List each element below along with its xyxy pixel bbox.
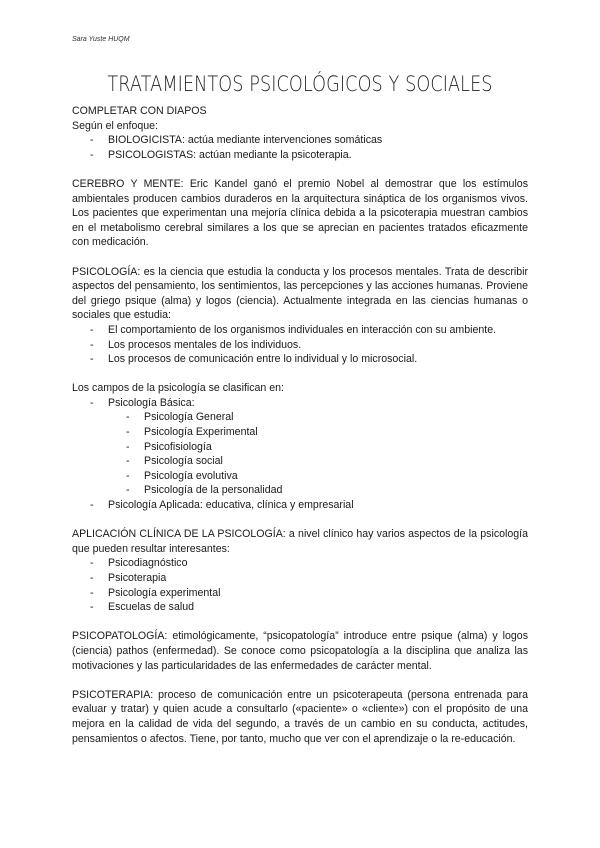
document-body bbox=[72, 104, 528, 746]
enfoque-list bbox=[72, 133, 528, 162]
sublist-item: - Psicología General bbox=[72, 410, 528, 425]
campos-list-2 bbox=[72, 498, 528, 513]
list-item: - Escuelas de salud bbox=[72, 600, 528, 615]
list-item: - Psicología Básica: bbox=[72, 396, 528, 411]
aplicacion-paragraph: APLICACIÓN CLÍNICA DE LA PSICOLOGÍA: a nivel clínico hay varios aspectos de la psicología que pueden resultar interesantes: bbox=[72, 528, 528, 555]
list-item: - BIOLOGICISTA: actúa mediante intervenciones somáticas bbox=[72, 133, 528, 148]
sublist-item: - Psicología social bbox=[72, 454, 528, 469]
psicopatologia-paragraph: PSICOPATOLOGÍA: etimológicamente, “psicopatología” introduce entre psique (alma) y logos (ciencia) pathos (enfermedad). Se conoce como psicopatología a la disciplina que analiza las motivaciones y las particularidades de las enfermedades de carácter mental. bbox=[72, 630, 528, 672]
list-item: - Psicodiagnóstico bbox=[72, 556, 528, 571]
list-item: - Psicología Aplicada: educativa, clínica y empresarial bbox=[72, 498, 528, 513]
psicologia-list bbox=[72, 323, 528, 367]
cerebro-paragraph: CEREBRO Y MENTE: Eric Kandel ganó el premio Nobel al demostrar que los estímulos ambientales producen cambios duraderos en la arquitectura sináptica de los organismos vivos. Los pacientes que experimentan una mejoría clínica debida a la psicoterapia muestran cambios en el metabolismo cerebral similares a los que se aprecian en pacientes tratados eficazmente con medicación. bbox=[72, 177, 528, 249]
list-item: - Los procesos de comunicación entre lo individual y lo microsocial. bbox=[72, 352, 528, 367]
list-item: - Psicología experimental bbox=[72, 586, 528, 601]
intro-line-2: Según el enfoque: bbox=[72, 119, 159, 132]
list-item: - Psicoterapia bbox=[72, 571, 528, 586]
sublist-item: - Psicología de la personalidad bbox=[72, 483, 528, 498]
psicoterapia-paragraph: PSICOTERAPIA: proceso de comunicación entre un psicoterapeuta (persona entrenada para evaluar y tratar) y quien acude a consultarlo («paciente» o «cliente») con el propósito de una mejora en la calidad de vida del segundo, a través de un cambio en su conducta, actitudes, pensamientos o afectos. Tiene, por tanto, mucho que ver con el aprendizaje o la re-educación. bbox=[72, 688, 528, 745]
sublist-item: - Psicología evolutiva bbox=[72, 469, 528, 484]
intro-line-1: COMPLETAR CON DIAPOS bbox=[72, 105, 207, 117]
campos-intro: Los campos de la psicología se clasifican en: bbox=[72, 382, 284, 395]
aplicacion-list bbox=[72, 556, 528, 614]
sublist-item: - Psicología Experimental bbox=[72, 425, 528, 440]
sublist-item: - Psicofisiología bbox=[72, 440, 528, 455]
basica-sublist bbox=[72, 410, 528, 498]
page-header: Sara Yuste HUQM bbox=[72, 36, 130, 43]
page-title: TRATAMIENTOS PSICOLÓGICOS Y SOCIALES bbox=[107, 72, 493, 96]
list-item: - Los procesos mentales de los individuos. bbox=[72, 338, 528, 353]
psicologia-paragraph: PSICOLOGÍA: es la ciencia que estudia la conducta y los procesos mentales. Trata de describir aspectos del pensamiento, los sentimientos, las percepciones y las acciones humanas. Proviene del griego psique (alma) y logos (ciencia). Actualmente integrada en las ciencias humanas o sociales que estudia: bbox=[72, 265, 528, 322]
campos-list bbox=[72, 396, 528, 411]
list-item: - PSICOLOGISTAS: actúan mediante la psicoterapia. bbox=[72, 148, 528, 163]
list-item: - El comportamiento de los organismos individuales en interacción con su ambiente. bbox=[72, 323, 528, 338]
